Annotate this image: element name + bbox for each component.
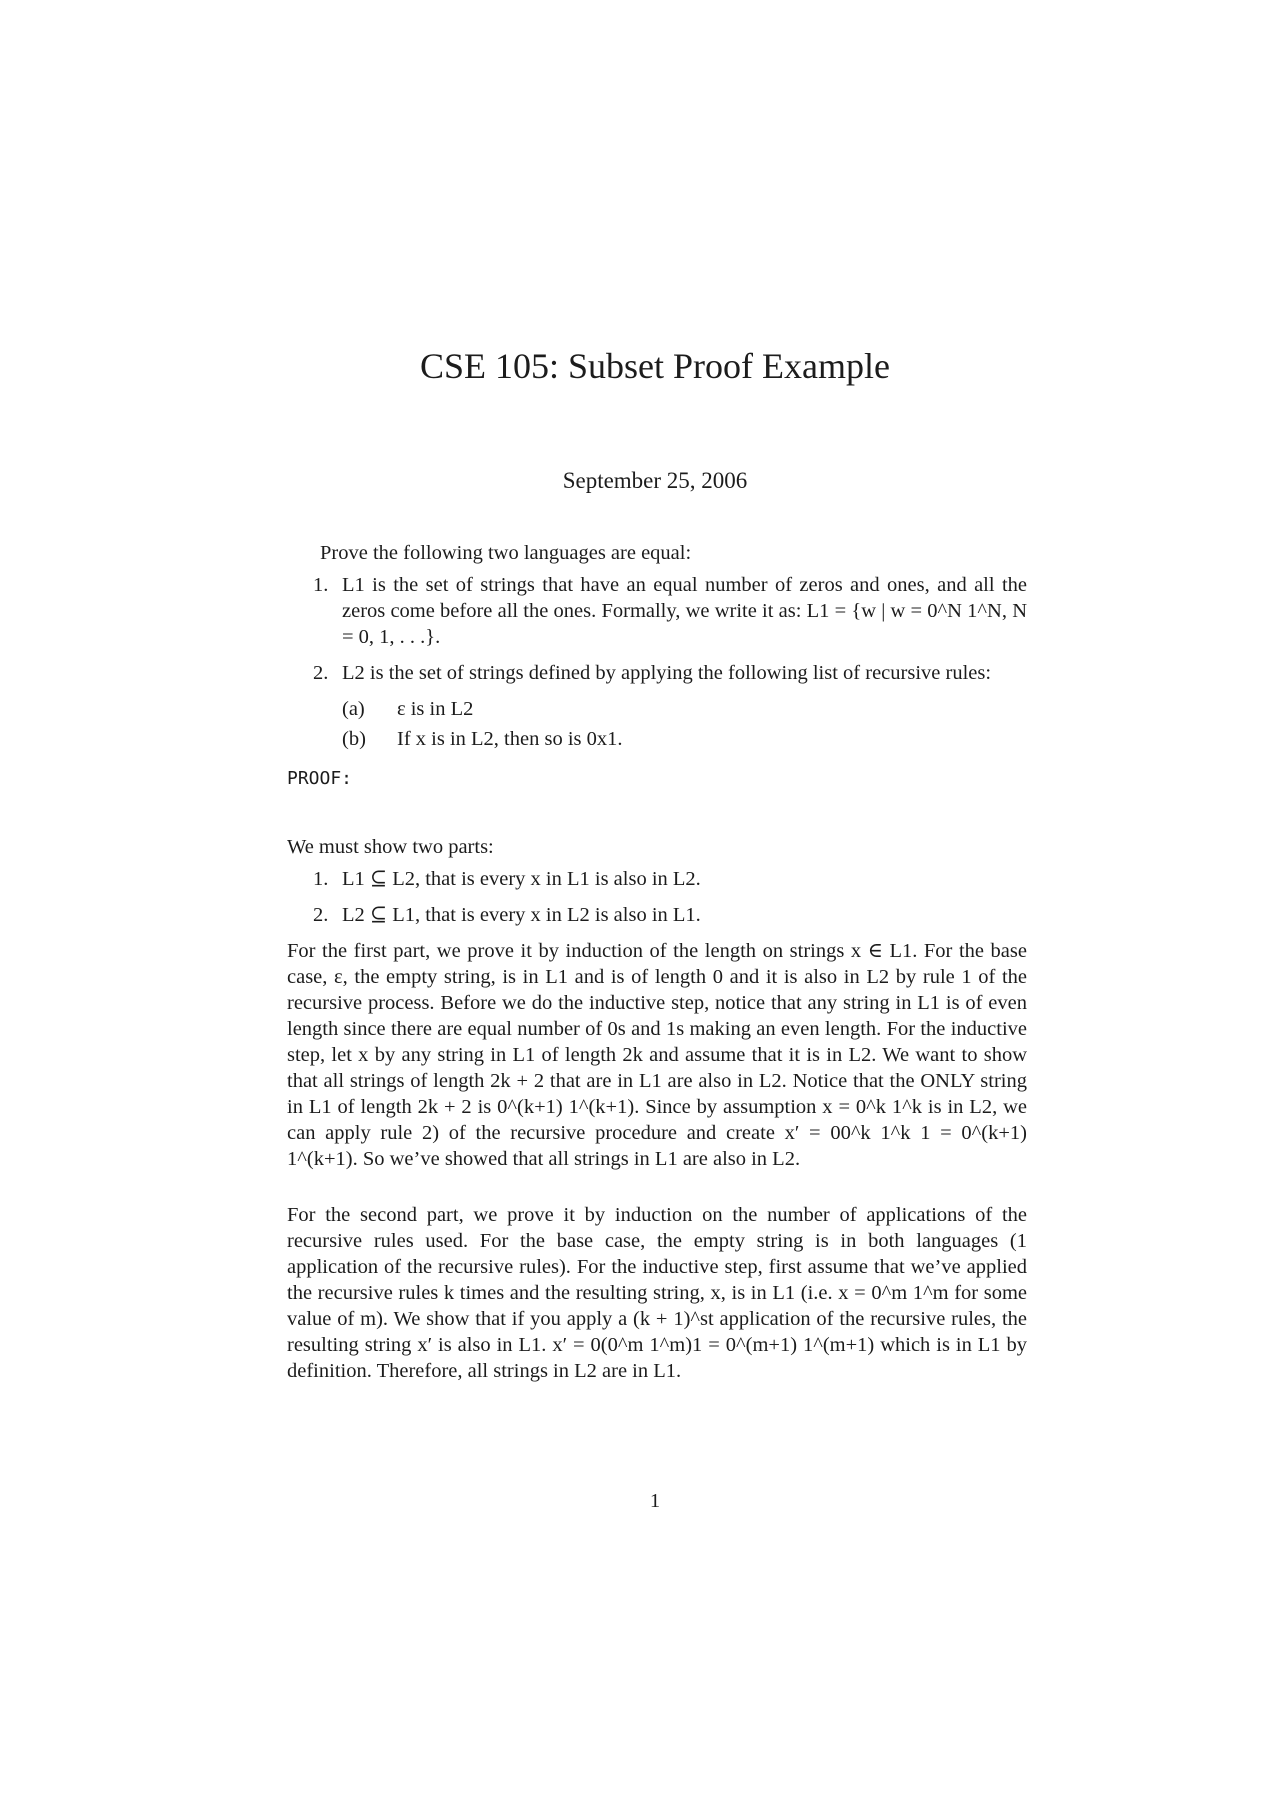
list-item: [287, 902, 1027, 928]
list-item-text: L2 is the set of strings defined by applying the following list of recursive rules:: [342, 662, 992, 684]
proof-label: PROOF:: [287, 768, 353, 789]
list-item: [287, 866, 1027, 892]
page-number: 1: [649, 1490, 661, 1512]
proof-intro: We must show two parts:: [287, 836, 494, 858]
document-date: September 25, 2006: [562, 468, 748, 493]
list-item-number: 2.: [313, 662, 329, 684]
sub-list-item: [342, 696, 1027, 722]
list-item-number: 1.: [313, 574, 329, 596]
list-item: [287, 572, 1027, 650]
proof-paragraph-second-part: For the second part, we prove it by induction on the number of applications of the recursive rules used. For the base case, the empty string is in both languages (1 application of the recursive rules). For the inductive step, first assume that we’ve applied the recursive rules k times and the resulting string, x, is in L1 (i.e. x = 0^m 1^m for some value of m). We show that if you apply a (k + 1)^st application of the recursive rules, the resulting string x′ is also in L1. x′ = 0(0^m 1^m)1 = 0^(m+1) 1^(m+1) which is in L1 by definition. Therefore, all strings in L2 are in L1.: [287, 1204, 1027, 1382]
sub-list-item-number: (a): [342, 698, 365, 720]
sub-list-item: [342, 726, 1027, 752]
list-item-text: L1 is the set of strings that have an equal number of zeros and ones, and all the zeros come before all the ones. Formally, we write it as: L1 = {w | w = 0^N 1^N, N = 0, 1, . . .}.: [342, 574, 1027, 648]
problem-list: [287, 572, 1027, 752]
rules-list: [342, 696, 1027, 752]
sub-list-item-number: (b): [342, 728, 366, 750]
list-item-number: 2.: [313, 904, 329, 926]
page-title: CSE 105: Subset Proof Example: [420, 346, 890, 386]
sub-list-item-text: ε is in L2: [397, 698, 474, 720]
list-item-text: L1 ⊆ L2, that is every x in L1 is also in L2.: [342, 868, 701, 890]
list-item: [287, 660, 1027, 752]
sub-list-item-text: If x is in L2, then so is 0x1.: [397, 728, 623, 750]
proof-paragraph-first-part: For the first part, we prove it by induction of the length on strings x ∈ L1. For the base case, ε, the empty string, is in L1 and is of length 0 and it is also in L2 by rule 1 of the recursive process. Before we do the inductive step, notice that any string in L1 is of even length since there are equal number of 0s and 1s making an even length. For the inductive step, let x by any string in L1 of length 2k and assume that it is in L2. We want to show that all strings of length 2k + 2 that are in L1 are also in L2. Notice that the ONLY string in L1 of length 2k + 2 is 0^(k+1) 1^(k+1). Since by assumption x = 0^k 1^k is in L2, we can apply rule 2) of the recursive procedure and create x′ = 00^k 1^k 1 = 0^(k+1) 1^(k+1). So we’ve showed that all strings in L1 are also in L2.: [287, 940, 1027, 1170]
list-item-number: 1.: [313, 868, 329, 890]
document-body: [287, 540, 1027, 1384]
proof-parts-list: [287, 866, 1027, 928]
problem-intro: Prove the following two languages are equal:: [320, 542, 692, 564]
list-item-text: L2 ⊆ L1, that is every x in L2 is also in L1.: [342, 904, 701, 926]
